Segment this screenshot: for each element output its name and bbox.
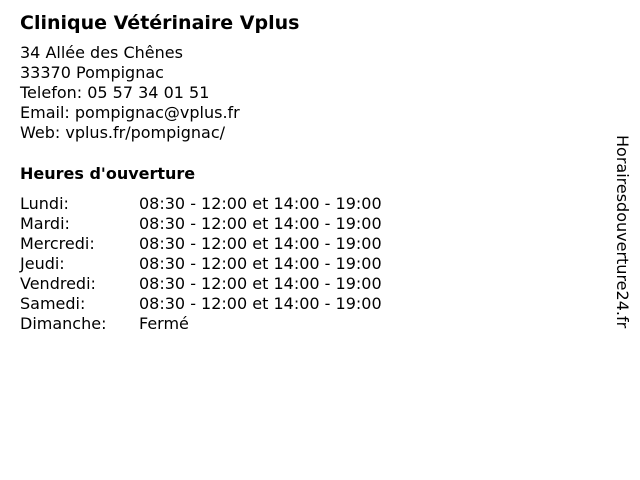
day-label: Mardi: <box>20 214 70 233</box>
street-address: 34 Allée des Chênes <box>20 43 183 62</box>
city-postcode: 33370 Pompignac <box>20 63 164 82</box>
day-label: Vendredi: <box>20 274 96 293</box>
day-label: Samedi: <box>20 294 86 313</box>
day-label: Jeudi: <box>20 254 65 273</box>
address-block <box>20 43 240 143</box>
time-value: Fermé <box>139 314 189 333</box>
time-value: 08:30 - 12:00 et 14:00 - 19:00 <box>139 274 382 293</box>
web-line: Web: vplus.fr/pompignac/ <box>20 123 226 142</box>
phone-line: Telefon: 05 57 34 01 51 <box>20 83 210 102</box>
email-line: Email: pompignac@vplus.fr <box>20 103 240 122</box>
day-label: Mercredi: <box>20 234 95 253</box>
time-value: 08:30 - 12:00 et 14:00 - 19:00 <box>139 214 382 233</box>
time-value: 08:30 - 12:00 et 14:00 - 19:00 <box>139 294 382 313</box>
day-label: Lundi: <box>20 194 69 213</box>
time-value: 08:30 - 12:00 et 14:00 - 19:00 <box>139 194 382 213</box>
site-watermark: Horairesdouverture24.fr <box>613 135 632 329</box>
page-title: Clinique Vétérinaire Vplus <box>20 12 300 34</box>
opening-hours-heading: Heures d'ouverture <box>20 164 196 183</box>
time-value: 08:30 - 12:00 et 14:00 - 19:00 <box>139 234 382 253</box>
day-label: Dimanche: <box>20 314 107 333</box>
time-value: 08:30 - 12:00 et 14:00 - 19:00 <box>139 254 382 273</box>
